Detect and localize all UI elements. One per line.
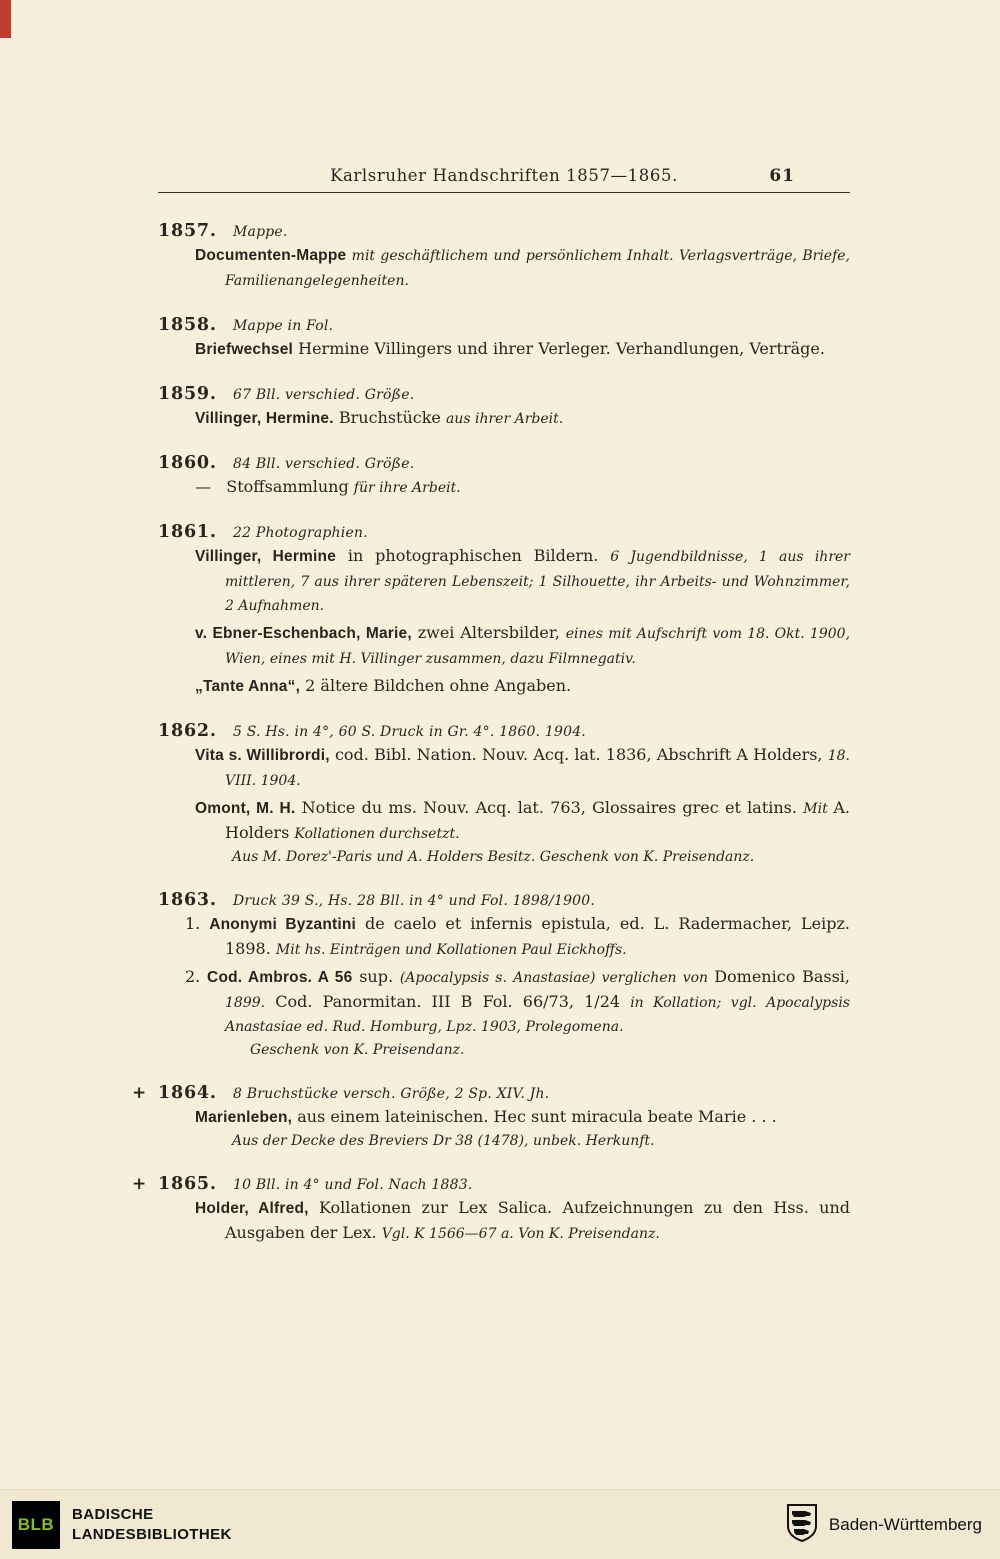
- library-branding: [12, 1501, 232, 1549]
- entry-item: [195, 1105, 850, 1130]
- entry-item: [195, 243, 850, 293]
- entry-number: 1862.: [158, 721, 217, 742]
- text-segment: Bruchstücke: [333, 407, 446, 427]
- text-segment: Kollationen durchsetzt.: [294, 825, 460, 842]
- running-header: [158, 166, 850, 185]
- text-segment: eines mit Aufschrift vom 18. Okt. 1900, Wien, eines mit H. Villinger zusammen, dazu Filmnegativ.: [225, 626, 851, 668]
- text-segment: aus ihrer Arbeit.: [445, 410, 564, 427]
- entry-number: 1857.: [158, 221, 217, 241]
- text-segment: mit geschäftlichem und persönlichem Inhalt. Verlagsverträge, Briefe, Familienangelegenheiten.: [225, 248, 850, 290]
- entry-head: [158, 384, 850, 403]
- text-segment: Aus M. Dorez'-Paris und A. Holders Besitz. Geschenk von K. Preisendanz.: [232, 848, 755, 865]
- text-segment: de caelo et infernis epistula, ed. L. Radermacher, Leipz. 1898.: [225, 913, 850, 958]
- catalog-entry: [158, 221, 850, 293]
- text-segment: Vgl. K 1566—67 a. Von K. Preisendanz.: [381, 1226, 660, 1243]
- text-segment: Hermine Villingers und ihrer Verleger. Verhandlungen, Verträge.: [293, 338, 825, 358]
- catalog-entry: [158, 384, 850, 431]
- entry-format-note: 67 Bll. verschied. Größe.: [233, 386, 415, 403]
- text-segment: „Tante Anna“,: [195, 678, 301, 696]
- text-segment: v. Ebner-Eschenbach, Marie,: [195, 625, 412, 643]
- entry-item: [232, 1131, 850, 1152]
- entry-number: 1865.: [158, 1174, 217, 1195]
- catalog-entry: [158, 453, 850, 500]
- entry-head: [158, 721, 850, 740]
- entry-item: [195, 796, 850, 846]
- library-name-line2: LANDESBIBLIOTHEK: [72, 1525, 232, 1543]
- catalog-entry: [132, 1083, 850, 1152]
- text-segment: Villinger, Hermine: [195, 547, 337, 565]
- text-segment: Mit hs. Einträgen und Kollationen Paul Eickhoffs.: [275, 941, 627, 958]
- entry-item: [195, 743, 850, 793]
- text-segment: aus einem lateinischen. Hec sunt miracula beate Marie . . .: [292, 1107, 777, 1127]
- entry-format-note: 84 Bll. verschied. Größe.: [233, 455, 415, 472]
- entry-item: [195, 621, 850, 671]
- text-segment: in photographischen Bildern.: [336, 545, 611, 565]
- text-segment: Kollationen zur Lex Salica. Aufzeichnungen zu den Hss. und Ausgaben der Lex.: [225, 1198, 850, 1243]
- blb-logo-text: BLB: [17, 1514, 55, 1534]
- scan-edge-mark: [0, 0, 11, 38]
- entry-number: 1864.: [158, 1083, 217, 1104]
- entry-item: [195, 674, 850, 699]
- text-segment: Briefwechsel: [195, 340, 294, 358]
- catalog-entry: [158, 522, 850, 699]
- bw-coat-of-arms-icon: [786, 1504, 818, 1546]
- text-segment: 1.: [185, 913, 210, 933]
- entry-item: [185, 965, 850, 1040]
- text-segment: in Kollation; vgl. Apocalypsis Anastasiae ed. Rud. Homburg, Lpz. 1903, Prolegomena.: [225, 994, 850, 1036]
- entry-format-note: 22 Photographien.: [233, 524, 368, 541]
- text-segment: Holder, Alfred,: [195, 1200, 309, 1218]
- entry-format-note: Mappe.: [233, 224, 288, 240]
- entry-item: [195, 475, 850, 500]
- text-segment: 6 Jugendbildnisse, 1 aus ihrer mittleren, 7 aus ihrer späteren Lebenszeit; 1 Silhouette, ihr Arbeits- und Wohnzimmer, 2 Aufnahmen.: [225, 548, 850, 615]
- entry-item: [250, 1040, 850, 1061]
- text-segment: Villinger, Hermine.: [195, 409, 334, 427]
- entry-item: [195, 544, 850, 619]
- entry-format-note: 5 S. Hs. in 4°, 60 S. Druck in Gr. 4°. 1860. 1904.: [233, 724, 586, 741]
- text-segment: 2 ältere Bildchen ohne Angaben.: [300, 676, 572, 696]
- entry-head: [158, 522, 850, 541]
- text-segment: Documenten-Mappe: [195, 247, 347, 264]
- catalog-entries: [132, 221, 851, 1246]
- catalog-entry: [158, 721, 850, 868]
- text-segment: Aus der Decke des Breviers Dr 38 (1478), unbek. Herkunft.: [232, 1133, 655, 1150]
- text-segment: Marienleben,: [195, 1109, 293, 1127]
- page-number: 61: [769, 166, 795, 186]
- text-segment: Mit: [803, 800, 834, 817]
- text-segment: Vita s. Willibrordi,: [195, 747, 330, 765]
- entry-head: [158, 221, 850, 240]
- entry-item: [195, 406, 850, 431]
- library-name: [72, 1505, 232, 1544]
- entry-head: [158, 890, 850, 909]
- text-segment: zwei Altersbilder,: [411, 623, 566, 643]
- catalog-entry: [158, 315, 850, 362]
- text-segment: Notice du ms. Nouv. Acq. lat. 763, Glossaires grec et latins.: [295, 797, 804, 817]
- entry-format-note: 10 Bll. in 4° und Fol. Nach 1883.: [233, 1177, 473, 1194]
- catalog-entry: [132, 1174, 850, 1246]
- catalog-entry: [158, 890, 850, 1061]
- entry-item: [195, 1196, 850, 1246]
- text-segment: Geschenk von K. Preisendanz.: [250, 1042, 465, 1059]
- text-segment: cod. Bibl. Nation. Nouv. Acq. lat. 1836, Abschrift A Holders,: [329, 745, 828, 765]
- text-segment: Domenico Bassi,: [714, 966, 851, 986]
- text-segment: Cod. Panormitan. III B Fol. 66/73, 1/24: [265, 991, 631, 1011]
- entry-head: [132, 1174, 850, 1195]
- region-label: Baden-Württemberg: [828, 1514, 982, 1534]
- region-branding: [786, 1504, 982, 1546]
- blb-logo: [12, 1501, 60, 1549]
- entry-format-note: 8 Bruchstücke versch. Größe, 2 Sp. XIV. Jh.: [233, 1086, 550, 1103]
- entry-format-note: Mappe in Fol.: [233, 317, 334, 334]
- header-rule: [158, 192, 850, 193]
- entry-number: 1858.: [158, 314, 217, 335]
- entry-head: [158, 315, 850, 334]
- entry-item: [232, 847, 850, 868]
- text-segment: 2.: [185, 966, 208, 986]
- entry-number: 1861.: [158, 521, 217, 542]
- entry-head: [132, 1083, 850, 1104]
- entry-head: [158, 453, 850, 472]
- entry-prefix: +: [132, 1174, 147, 1195]
- text-segment: 1899.: [225, 994, 266, 1011]
- entry-format-note: Druck 39 S., Hs. 28 Bll. in 4° und Fol. 1898/1900.: [233, 892, 596, 909]
- text-segment: 18. VIII. 1904.: [225, 748, 850, 790]
- entry-item: [185, 912, 850, 962]
- text-segment: sup.: [352, 966, 400, 986]
- text-segment: für ihre Arbeit.: [353, 479, 461, 496]
- text-segment: Cod. Ambros. A 56: [207, 968, 353, 986]
- library-name-line1: BADISCHE: [72, 1506, 154, 1523]
- text-segment: Omont, M. H.: [195, 799, 296, 817]
- entry-prefix: +: [132, 1083, 147, 1104]
- text-segment: (Apocalypsis s. Anastasiae) verglichen von: [399, 969, 715, 986]
- text-segment: A. Holders: [225, 797, 850, 842]
- text-segment: Anonymi Byzantini: [209, 915, 357, 933]
- page-title: Karlsruher Handschriften 1857—1865.: [330, 166, 678, 185]
- entry-item: [195, 337, 850, 362]
- entry-number: 1859.: [158, 383, 217, 404]
- entry-number: 1863.: [158, 889, 217, 910]
- library-footer-bar: [0, 1489, 1000, 1559]
- entry-number: 1860.: [158, 452, 217, 473]
- text-segment: — Stoffsammlung: [195, 476, 354, 496]
